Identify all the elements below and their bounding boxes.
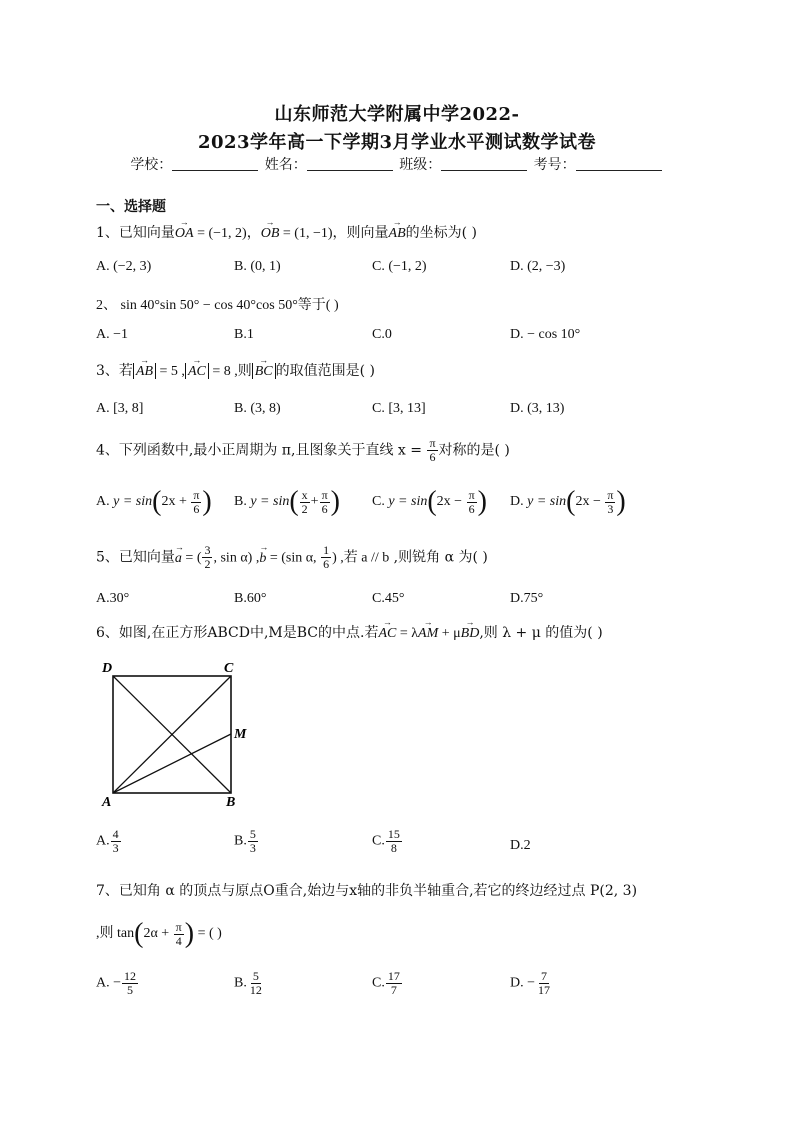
q5-option-a[interactable]: A.30° (96, 591, 130, 606)
vector-oa: → OA (175, 226, 194, 242)
q2-option-d[interactable]: D. − cos 10° (510, 327, 581, 342)
q2-option-a[interactable]: A. −1 (96, 327, 129, 342)
q6-option-d[interactable]: D.2 (510, 838, 531, 853)
square-abcd-figure (96, 656, 256, 811)
title-line-1: 山东师范大学附属中学2022- (274, 104, 520, 125)
q5-option-b[interactable]: B.60° (234, 591, 267, 606)
q3-option-c[interactable]: C. [3, 13] (372, 401, 426, 416)
q1-text-a: 1、已知向量 (96, 225, 175, 241)
q4-option-a[interactable]: A. y = sin(2x + $\frac{\pi}{6}$ ) (96, 486, 212, 517)
vector-b: → b (259, 551, 266, 567)
q3-text-b: = 5 , (156, 364, 185, 379)
label-d: D (102, 661, 113, 676)
q6-option-b[interactable]: B. $\frac{5}{3}$ (234, 827, 256, 855)
label-a: A (102, 795, 112, 810)
segment-am (113, 734, 231, 793)
vector-am: → AM (418, 626, 438, 642)
q1-text-b: = (−1, 2)， (193, 226, 261, 241)
title-line-2: 2023学年高一下学期3月学业水平测试数学试卷 (197, 132, 597, 153)
name-blank[interactable] (307, 156, 393, 171)
section-title: 一、选择题 (96, 199, 166, 215)
q7-option-a[interactable]: A. − $\frac{12}{5}$ (96, 969, 137, 997)
q3-text-d: 的取值范围是( ) (275, 363, 375, 379)
q5-option-c[interactable]: C.45° (372, 591, 405, 606)
q4-text-a: 4、下列函数中,最小正周期为 π,且图象关于直线 x = (96, 442, 427, 459)
q7-option-c[interactable]: C. $\frac{17}{7}$ (372, 969, 400, 997)
q3-option-a[interactable]: A. [3, 8] (96, 401, 144, 416)
question-3-stem (96, 360, 375, 380)
q6-option-a[interactable]: A. $\frac{4}{3}$ (96, 827, 119, 855)
name-label: 姓名： (264, 157, 307, 173)
question-4-stem (96, 437, 510, 464)
q4-frac-den: 6 (429, 450, 436, 464)
vector-ac: → AC (378, 626, 396, 642)
q1-text-d: 的坐标为( ) (405, 225, 477, 241)
q7-option-b[interactable]: B. $\frac{5}{12}$ (234, 969, 262, 997)
q1-option-b[interactable]: B. (0, 1) (234, 259, 281, 274)
exam-number-label: 考号： (533, 157, 576, 173)
q1-option-d[interactable]: D. (2, −3) (510, 259, 566, 274)
question-7-stem-line-2: ,则 tan(2α + $\frac{\pi}{4}$ ) = ( ) (96, 918, 222, 949)
q7-option-d[interactable]: D. − $\frac{7}{17}$ (510, 969, 551, 997)
q4-option-c[interactable]: C. y = sin(2x − $\frac{\pi}{6}$ ) (372, 486, 487, 517)
vector-ab: → AB (136, 364, 153, 380)
question-6-stem: 6、如图,在正方形ABCD中,M是BC的中点.若→ AC = λ→ AM + μ→ BD,则 λ + μ 的值为( ) (96, 622, 603, 642)
q3-text-a: 3、若 (96, 363, 133, 379)
q4-text-b: 对称的是( ) (438, 442, 510, 459)
question-2-stem: 2、 sin 40°sin 50° − cos 40°cos 50°等于( ) (96, 298, 339, 313)
vector-bd: → BD (461, 626, 480, 642)
vector-ob: → OB (261, 226, 280, 242)
label-c: C (224, 661, 234, 676)
question-5-stem: 5、已知向量→ a = ( $\frac{3}{2}$ , sin α) ,→ b = (sin α, $\frac{1}{6}$ ) ,若 a // b ,则锐角 α 为( ) (96, 544, 488, 571)
q3-option-b[interactable]: B. (3, 8) (234, 401, 281, 416)
q3-text-c: = 8 ,则 (208, 364, 252, 379)
student-info-line (0, 154, 794, 174)
q2-option-c[interactable]: C.0 (372, 327, 392, 342)
label-b: B (226, 795, 236, 810)
school-blank[interactable] (172, 156, 258, 171)
class-blank[interactable] (441, 156, 527, 171)
question-1-stem (96, 222, 477, 242)
q4-option-d[interactable]: D. y = sin(2x − $\frac{\pi}{3}$ ) (510, 486, 626, 517)
q4-option-b[interactable]: B. y = sin( $\frac{x}{2}$ + $\frac{\pi}{6}$ ) (234, 486, 340, 517)
q2-option-b[interactable]: B.1 (234, 327, 254, 342)
q4-frac-num: π (429, 436, 436, 450)
vector-bc: → BC (255, 364, 273, 380)
label-m: M (234, 727, 247, 742)
q6-option-c[interactable]: C. $\frac{15}{8}$ (372, 827, 400, 855)
q1-option-a[interactable]: A. (−2, 3) (96, 259, 152, 274)
class-label: 班级： (399, 157, 442, 173)
school-label: 学校： (130, 157, 173, 173)
q1-text-c: = (1, −1)，则向量 (279, 226, 389, 241)
question-7-stem: 7、已知角 α 的顶点与原点O重合,始边与x轴的非负半轴重合,若它的终边经过点 P(2, 3) (96, 883, 638, 899)
q1-option-c[interactable]: C. (−1, 2) (372, 259, 427, 274)
vector-ab: → AB (389, 226, 406, 242)
q5-option-d[interactable]: D.75° (510, 591, 544, 606)
vector-a: → a (175, 551, 182, 567)
q3-option-d[interactable]: D. (3, 13) (510, 401, 565, 416)
exam-number-blank[interactable] (576, 156, 662, 171)
vector-ac: → AC (188, 364, 206, 380)
